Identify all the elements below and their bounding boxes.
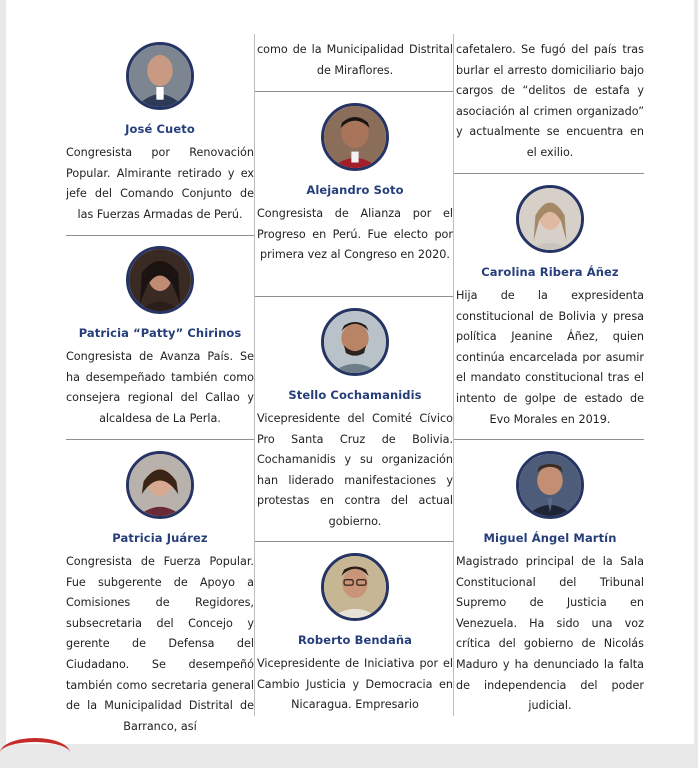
person-bio: Congresista de Fuerza Popular. Fue subgerente de Apoyo a Comisiones de Regidores, subsecretaria del Concejo y gerente de Defensa del Ciudadano. Se desempeñó también como secretaria general de la Municipalidad Distrital de Barranco, así <box>66 555 254 733</box>
document-page <box>6 0 694 744</box>
person-name: Carolina Ribera Áñez <box>481 265 619 279</box>
profile-card <box>66 451 254 737</box>
person-name: Alejandro Soto <box>306 183 404 197</box>
continued-text: como de la Municipalidad Distrital de Miraflores. <box>257 43 453 77</box>
profile-card <box>257 308 453 533</box>
profile-card <box>66 42 254 225</box>
entry-separator <box>66 235 254 236</box>
entry-separator <box>255 296 453 297</box>
entry-separator <box>66 439 254 440</box>
person-bio: Hija de la expresidenta constitucional de Bolivia y presa política Jeanine Áñez, quien continúa encarcelada por asumir el mandato constitucional tras el intento de golpe de estado de Evo Morales en 2019. <box>456 289 644 426</box>
person-bio: Congresista por Renovación Popular. Almirante retirado y ex jefe del Comando Conjunto de las Fuerzas Armadas de Perú. <box>66 146 254 221</box>
profile-card <box>257 103 453 266</box>
person-name: José Cueto <box>125 122 195 136</box>
person-bio: Vicepresidente de Iniciativa por el Cambio Justicia y Democracia en Nicaragua. Empresario <box>257 657 453 712</box>
column-divider <box>254 34 255 716</box>
portrait-photo <box>126 451 194 519</box>
person-name: Stello Cochamanidis <box>288 388 422 402</box>
continued-text: cafetalero. Se fugó del país tras burlar el arresto domiciliario bajo cargos de “delitos de estafa y asociación al crimen organizado” y actualmente se encuentra en el exilio. <box>456 43 644 159</box>
portrait-photo <box>126 246 194 314</box>
portrait-photo <box>126 42 194 110</box>
person-bio: Congresista de Alianza por el Progreso en Perú. Fue electo por primera vez al Congreso en 2020. <box>257 207 453 262</box>
person-name: Patricia “Patty” Chirinos <box>78 326 242 340</box>
entry-separator <box>255 91 453 92</box>
portrait-photo <box>516 451 584 519</box>
column-divider <box>453 34 454 716</box>
person-name: Miguel Ángel Martín <box>483 531 617 545</box>
entry-separator <box>454 439 644 440</box>
portrait-photo <box>321 553 389 621</box>
portrait-photo <box>321 103 389 171</box>
profile-card <box>456 451 644 717</box>
entry-separator <box>454 173 644 174</box>
profile-card <box>257 553 453 716</box>
person-bio: Vicepresidente del Comité Cívico Pro Santa Cruz de Bolivia. Cochamanidis y su organización han liderado manifestaciones y protestas en contra del actual gobierno. <box>257 412 453 528</box>
profile-card <box>456 185 644 430</box>
entry-separator <box>255 541 453 542</box>
person-bio: Congresista de Avanza País. Se ha desempeñado también como consejera regional del Callao y alcaldesa de La Perla. <box>66 350 254 425</box>
person-bio: Magistrado principal de la Sala Constitucional del Tribunal Supremo de Justicia en Venezuela. Ha sido una voz crítica del gobierno de Nicolás Maduro y ha denunciado la falta de independencia del poder judicial. <box>456 555 644 713</box>
person-name: Patricia Juárez <box>112 531 208 545</box>
person-name: Roberto Bendaña <box>297 633 413 647</box>
portrait-photo <box>321 308 389 376</box>
profile-card <box>66 246 254 429</box>
decorative-arc <box>0 738 70 768</box>
portrait-photo <box>516 185 584 253</box>
